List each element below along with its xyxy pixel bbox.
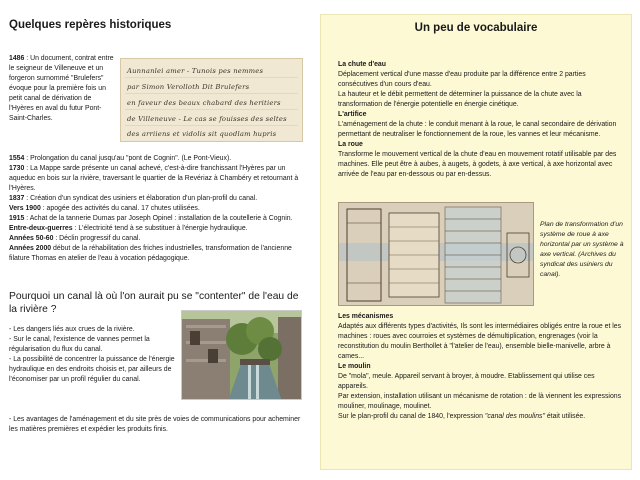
definition-mecanismes: Adaptés aux différents types d'activités, Ils sont les intermédiaires obligés entre la roue et les machines : roues avec courroies et systèmes de démultiplication, engrenages (voir la reconstitution du moulin Berthollet à "l'atelier de l'eau), ensemble bielle-manivelle, arbre à cames... <box>338 323 622 360</box>
moulin-text3-pre: Sur le plan-profil du canal de 1840, l'expression <box>338 413 485 420</box>
timeline <box>9 154 305 264</box>
manuscript-image <box>120 58 303 142</box>
definition-roue: Transforme le mouvement vertical de la chute d'eau en mouvement rotatif utilisable par des machines. Elle peut être à aubes, à augets, à godets, à axe vertical, à axe horizontal avec arrivée de l'eau par en-dessous ou par en-dessus. <box>338 151 617 178</box>
wheel-plan-drawing <box>339 203 534 306</box>
timeline-text: : Prolongation du canal jusqu'au "pont de Cognin". (Le Pont-Vieux). <box>24 155 232 162</box>
reason-item: - Les dangers liés aux crues de la rivière. <box>9 326 135 333</box>
timeline-text: : L'électricité tend à se substituer à l'énergie hydraulique. <box>72 225 248 232</box>
canal-photo <box>181 310 302 400</box>
timeline-text: : Achat de la tannerie Dumas par Joseph Opinel : installation de la coutellerie à Cognin. <box>24 215 293 222</box>
timeline-entry <box>9 204 305 214</box>
definition-artifice: L'aménagement de la chute : le conduit menant à la roue, le canal secondaire de dérivation permettant de neutraliser le fonctionnement de la roue, les vannes et leur mécanisme. <box>338 121 617 138</box>
reason-item: - Les avantages de l'aménagement et du site près de voies de communications pour acheminer les matières premières et expédier les produits finis. <box>9 416 301 433</box>
timeline-entry <box>9 194 305 204</box>
timeline-year: 1730 <box>9 165 25 172</box>
plan-caption: Plan de transformation d'un système de roue à axe horizontal par un système à axe vertical. (Archives du syndicat des usiniers du canal). <box>540 221 624 278</box>
timeline-entry <box>9 154 305 164</box>
wheel-plan-image <box>338 202 534 306</box>
vocab-mecanismes <box>338 312 626 422</box>
timeline-text: : Déclin progressif du canal. <box>53 235 141 242</box>
timeline-entry <box>9 164 305 194</box>
term-artifice: L'artifice <box>338 111 367 118</box>
timeline-year: Années 2000 <box>9 245 52 252</box>
reasons-list <box>9 325 179 385</box>
timeline-text: : apogée des activités du canal. 17 chutes utilisées. <box>40 205 200 212</box>
timeline-text: : La Mappe sarde présente un canal achevé, c'est-à-dire franchissant l'Hyères par un aqueduc en bois sur la rivière, traversant le quartier de la Revériaz à Chambéry et retournant à l'Hyères. <box>9 165 299 192</box>
timeline-year: Entre-deux-guerres <box>9 225 73 232</box>
timeline-text: début de la réhabilitation des friches industrielles, transformation de l'ancienne filature Thomas en atelier de l'eau à vocation pédagogique. <box>9 245 292 262</box>
timeline-text: : Création d'un syndicat des usiniers et élaboration d'un plan-profil du canal. <box>24 195 258 202</box>
manuscript-line: par Simon Verolloth Dit Brulefers <box>127 83 250 91</box>
vocab-chute <box>338 60 626 180</box>
definition-chute-2: La hauteur et le débit permettent de déterminer la puissance de la chute avec la transformation de l'énergie potentielle en énergie cinétique. <box>338 91 582 108</box>
term-mecanismes: Les mécanismes <box>338 313 394 320</box>
manuscript-line: en faveur des beaux chabard des heritiers <box>127 99 281 107</box>
manuscript-line: de Villeneuve - Le cas se fouisses des seltes <box>127 115 287 123</box>
intro-1486 <box>9 54 115 124</box>
canal-photo-illustration <box>182 311 302 400</box>
timeline-entry <box>9 214 305 224</box>
intro-text: : Un document, contrat entre le seigneur de Villeneuve et un forgeron surnommé "Brulefers" évoque pour la première fois un petit canal de dérivation de l'Hyères en aval du futur Pont-Saint-Charles. <box>9 55 114 122</box>
definition-moulin-2: Par extension, installation utilisant un mécanisme de rotation : de là viennent les expressions mouliner, moulinage, moulinet. <box>338 393 622 410</box>
reason-item: - Sur le canal, l'existence de vannes permet la régularisation du flux du canal. <box>9 336 150 353</box>
definition-chute: Déplacement vertical d'une masse d'eau produite par la différence entre 2 parties consécutives d'un cours d'eau. <box>338 71 586 88</box>
timeline-year: 1915 <box>9 215 25 222</box>
term-chute: La chute d'eau <box>338 61 386 68</box>
moulin-text3-post: était utilisée. <box>544 413 586 420</box>
manuscript-line: des arriiens et vidolis sit quodlam hupris <box>127 130 277 138</box>
timeline-year: 1554 <box>9 155 25 162</box>
why-canal-title: Pourquoi un canal là où l'on aurait pu se "contenter" de l'eau de la rivière ? <box>9 291 299 315</box>
history-title: Quelques repères historiques <box>9 19 172 31</box>
definition-moulin-3 <box>338 412 626 422</box>
manuscript-line: Aunnanlei amer - Tunois pes nemmes <box>127 67 264 75</box>
timeline-year: 1837 <box>9 195 25 202</box>
moulin-text3-em: "canal des moulins" <box>484 413 545 420</box>
vocabulary-title: Un peu de vocabulaire <box>414 22 538 34</box>
intro-year: 1486 <box>9 55 25 62</box>
timeline-year: Vers 1900 <box>9 205 41 212</box>
timeline-entry <box>9 234 305 244</box>
reason-item: - La possibilité de concentrer la puissance de l'énergie hydraulique en des endroits choisis et, par ailleurs de l'économiser par un profil régulier du canal. <box>9 356 175 383</box>
timeline-year: Années 50-60 <box>9 235 54 242</box>
timeline-entry <box>9 224 305 234</box>
timeline-entry <box>9 244 305 264</box>
definition-moulin: De "mola", meule. Appareil servant à broyer, à moudre. Etablissement qui utilise ces appareils. <box>338 373 595 390</box>
term-moulin: Le moulin <box>338 363 371 370</box>
term-roue: La roue <box>338 141 363 148</box>
